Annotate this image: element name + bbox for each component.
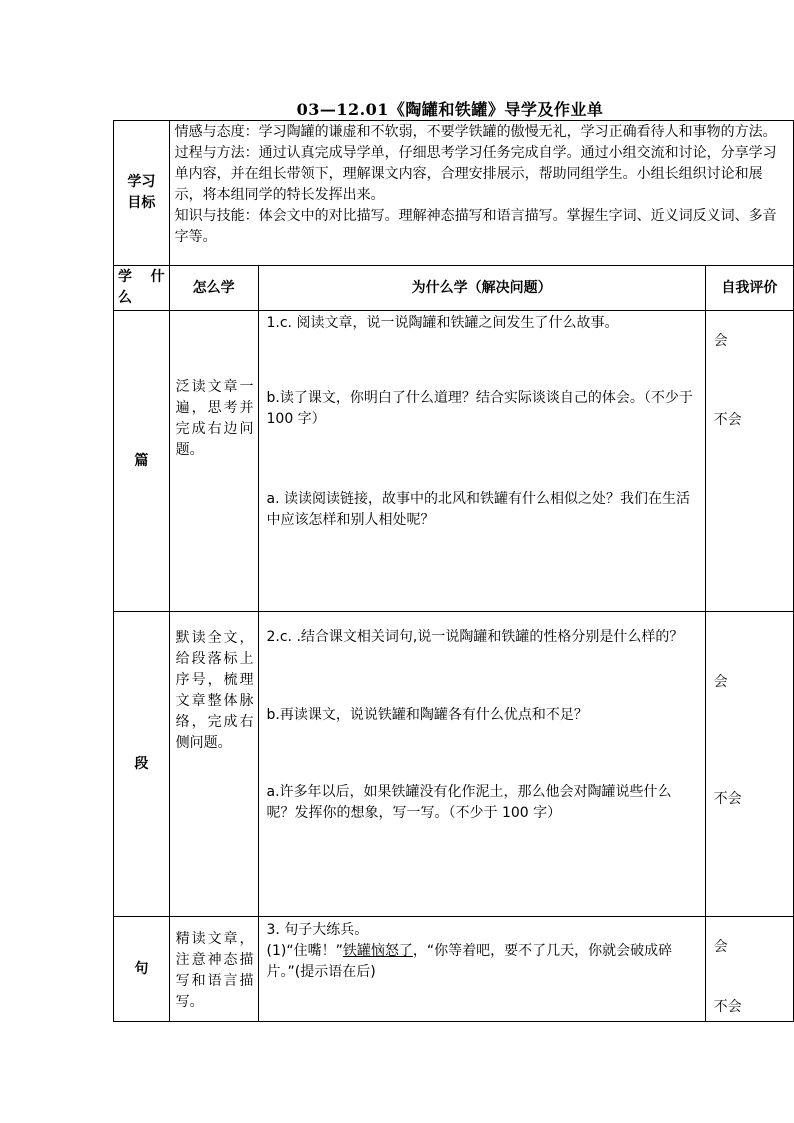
why-paragraph xyxy=(258,612,705,917)
header-how: 怎么学 xyxy=(169,266,258,311)
row-sentence xyxy=(114,917,794,1022)
underlined-prompt: 铁罐恼怒了 xyxy=(342,943,413,959)
eval-paragraph xyxy=(705,612,793,917)
question-passage-c: 1.c. 阅读文章，说一说陶罐和铁罐之间发生了什么故事。 xyxy=(266,315,619,331)
header-what: 学 什 么 xyxy=(114,266,170,311)
question-paragraph-c: 2.c. .结合课文相关词句,说一说陶罐和铁罐的性格分别是什么样的？ xyxy=(266,629,684,645)
header-why: 为什么学（解决问题） xyxy=(258,266,705,311)
row-label-passage: 篇 xyxy=(114,311,170,612)
objectives-row xyxy=(114,121,794,266)
eval-paragraph-cannot: 不会 xyxy=(713,791,742,807)
question-passage-a: a. 读读阅读链接，故事中的北风和铁罐有什么相似之处？我们在生活中应该怎样和别人相处呢？ xyxy=(266,491,690,528)
eval-passage-cannot: 不会 xyxy=(713,412,742,428)
objectives-content xyxy=(169,121,793,266)
eval-sentence-cannot: 不会 xyxy=(713,999,742,1015)
eval-paragraph-can: 会 xyxy=(713,674,728,690)
question-sentence-1: (1)“住嘴！”铁罐恼怒了，“你等着吧，要不了几天，你就会破成碎片。”(提示语在后) xyxy=(266,943,673,980)
how-paragraph: 默读全文，给段落标上序号，梳理文章整体脉络，完成右侧问题。 xyxy=(169,612,258,917)
eval-sentence-can: 会 xyxy=(713,939,728,955)
why-passage xyxy=(258,311,705,612)
question-passage-b: b.读了课文，你明白了什么道理？结合实际谈谈自己的体会。（不少于 100 字） xyxy=(266,390,693,427)
worksheet-table xyxy=(113,120,794,1022)
objectives-label: 学习目标 xyxy=(114,121,170,266)
header-eval: 自我评价 xyxy=(705,266,793,311)
eval-sentence xyxy=(705,917,793,1022)
question-paragraph-b: b.再读课文，说说铁罐和陶罐各有什么优点和不足？ xyxy=(266,707,588,723)
objective-process: 过程与方法：通过认真完成导学单，仔细思考学习任务完成自学。通过小组交流和讨论，分享学习单内容，并在组长带领下，理解课文内容，合理安排展示，帮助同组学生。小组长组织讨论和展示，将本组同学的特长发挥出来。 xyxy=(174,145,777,203)
how-sentence: 精读文章，注意神态描写和语言描写。 xyxy=(169,917,258,1022)
page-title: 03—12.01《陶罐和铁罐》导学及作业单 xyxy=(296,100,604,119)
eval-passage xyxy=(705,311,793,612)
row-label-paragraph: 段 xyxy=(114,612,170,917)
why-sentence xyxy=(258,917,705,1022)
row-paragraph xyxy=(114,612,794,917)
header-row xyxy=(114,266,794,311)
objective-knowledge: 知识与技能：体会文中的对比描写。理解神态描写和语言描写。掌握生字词、近义词反义词、多音字等。 xyxy=(174,208,777,245)
question-sentence-title: 3. 句子大练兵。 xyxy=(266,922,369,938)
question-paragraph-a: a.许多年以后，如果铁罐没有化作泥土，那么他会对陶罐说些什么呢？发挥你的想象，写一写。（不少于 100 字） xyxy=(266,784,672,821)
row-label-sentence: 句 xyxy=(114,917,170,1022)
eval-passage-can: 会 xyxy=(713,333,728,349)
objective-emotion: 情感与态度：学习陶罐的谦虚和不软弱，不要学铁罐的傲慢无礼，学习正确看待人和事物的方法。 xyxy=(174,124,777,140)
row-passage xyxy=(114,311,794,612)
how-passage: 泛读文章一遍，思考并完成右边问题。 xyxy=(169,311,258,612)
